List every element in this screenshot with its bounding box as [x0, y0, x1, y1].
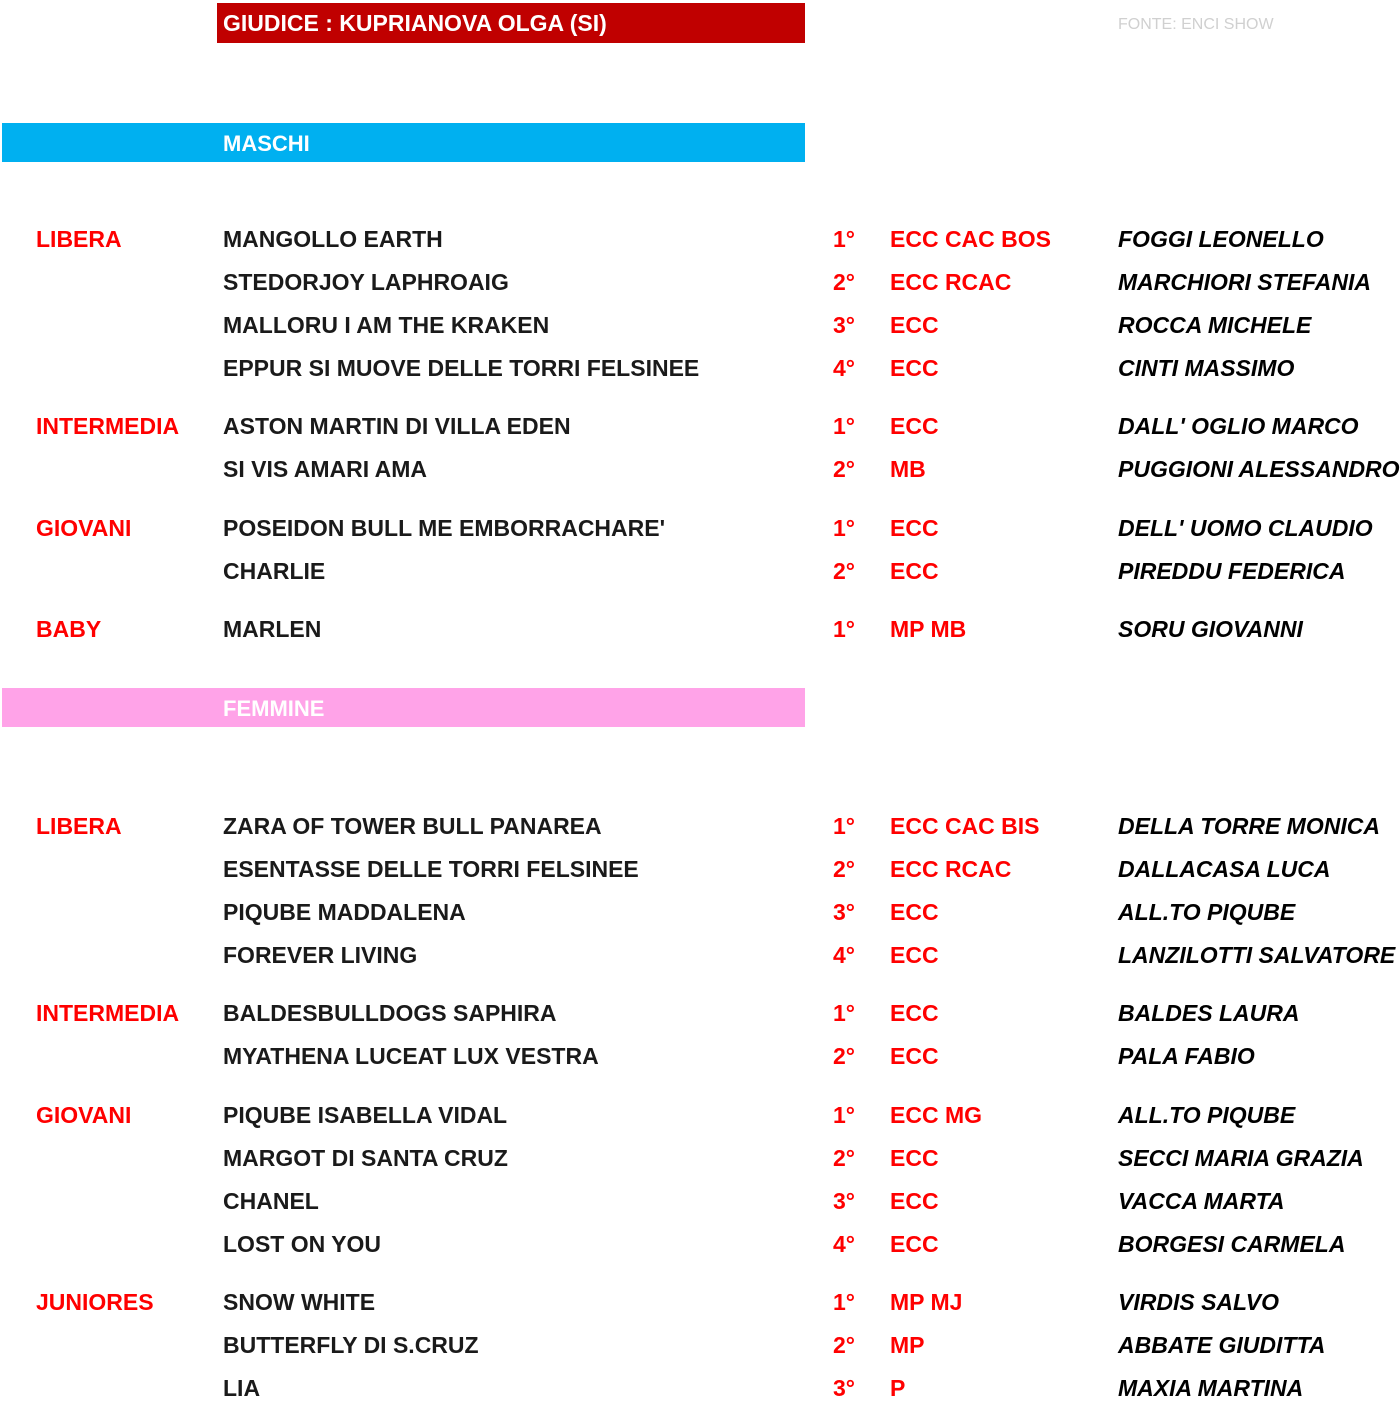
- dog-name: MARGOT DI SANTA CRUZ: [223, 1145, 508, 1171]
- class-label: INTERMEDIA: [36, 1000, 180, 1026]
- owner-name: ALL.TO PIQUBE: [1118, 1102, 1296, 1128]
- qualification: MP MJ: [890, 1289, 963, 1315]
- section-header-femmine: FEMMINE: [2, 688, 805, 727]
- dog-name: LIA: [223, 1375, 261, 1401]
- class-label: LIBERA: [36, 226, 122, 252]
- dog-name: CHARLIE: [223, 558, 326, 584]
- placement: 4°: [833, 1231, 855, 1257]
- placement: 1°: [833, 813, 855, 839]
- dog-name: LOST ON YOU: [223, 1231, 382, 1257]
- owner-name: DELL' UOMO CLAUDIO: [1118, 515, 1373, 541]
- table-row: [0, 1181, 1400, 1221]
- dog-name: CHANEL: [223, 1188, 319, 1214]
- owner-name: SECCI MARIA GRAZIA: [1118, 1145, 1364, 1171]
- placement: 2°: [833, 269, 855, 295]
- placement: 3°: [833, 899, 855, 925]
- table-row: [0, 348, 1400, 388]
- qualification: ECC CAC BIS: [890, 813, 1040, 839]
- placement: 2°: [833, 1332, 855, 1358]
- table-row: [0, 609, 1400, 649]
- class-label: BABY: [36, 616, 102, 642]
- qualification: ECC: [890, 413, 939, 439]
- table-row: [0, 219, 1400, 259]
- owner-name: PIREDDU FEDERICA: [1118, 558, 1346, 584]
- placement: 4°: [833, 942, 855, 968]
- dog-name: ASTON MARTIN DI VILLA EDEN: [223, 413, 571, 439]
- dog-name: ESENTASSE DELLE TORRI FELSINEE: [223, 856, 639, 882]
- dog-name: MYATHENA LUCEAT LUX VESTRA: [223, 1043, 599, 1069]
- qualification: P: [890, 1375, 906, 1401]
- judge-title-bar: GIUDICE : KUPRIANOVA OLGA (SI): [217, 3, 805, 43]
- qualification: ECC: [890, 1145, 939, 1171]
- table-row: [0, 1368, 1400, 1408]
- placement: 1°: [833, 1289, 855, 1315]
- owner-name: FOGGI LEONELLO: [1118, 226, 1324, 252]
- owner-name: ABBATE GIUDITTA: [1118, 1332, 1326, 1358]
- owner-name: BALDES LAURA: [1118, 1000, 1300, 1026]
- dog-name: PIQUBE MADDALENA: [223, 899, 466, 925]
- class-label: GIOVANI: [36, 515, 132, 541]
- qualification: MB: [890, 456, 926, 482]
- dog-name: BALDESBULLDOGS SAPHIRA: [223, 1000, 557, 1026]
- owner-name: DALL' OGLIO MARCO: [1118, 413, 1359, 439]
- class-label: LIBERA: [36, 813, 122, 839]
- owner-name: BORGESI CARMELA: [1118, 1231, 1346, 1257]
- table-row: [0, 406, 1400, 446]
- qualification: ECC RCAC: [890, 856, 1012, 882]
- dog-name: SI VIS AMARI AMA: [223, 456, 428, 482]
- owner-name: VACCA MARTA: [1118, 1188, 1285, 1214]
- owner-name: VIRDIS SALVO: [1118, 1289, 1280, 1315]
- section-header-maschi: MASCHI: [2, 123, 805, 162]
- dog-name: POSEIDON BULL ME EMBORRACHARE': [223, 515, 666, 541]
- owner-name: LANZILOTTI SALVATORE: [1118, 942, 1396, 968]
- dog-name: ZARA OF TOWER BULL PANAREA: [223, 813, 602, 839]
- table-row: [0, 1325, 1400, 1365]
- table-row: [0, 1095, 1400, 1135]
- placement: 2°: [833, 558, 855, 584]
- owner-name: ROCCA MICHELE: [1118, 312, 1312, 338]
- owner-name: SORU GIOVANNI: [1118, 616, 1303, 642]
- dog-name: EPPUR SI MUOVE DELLE TORRI FELSINEE: [223, 355, 700, 381]
- placement: 3°: [833, 1375, 855, 1401]
- owner-name: MAXIA MARTINA: [1118, 1375, 1304, 1401]
- owner-name: ALL.TO PIQUBE: [1118, 899, 1296, 925]
- placement: 4°: [833, 355, 855, 381]
- table-row: [0, 1138, 1400, 1178]
- qualification: ECC: [890, 1231, 939, 1257]
- qualification: ECC: [890, 899, 939, 925]
- qualification: MP MB: [890, 616, 967, 642]
- owner-name: DELLA TORRE MONICA: [1118, 813, 1380, 839]
- placement: 3°: [833, 1188, 855, 1214]
- placement: 1°: [833, 616, 855, 642]
- qualification: ECC: [890, 942, 939, 968]
- placement: 1°: [833, 413, 855, 439]
- qualification: ECC: [890, 1000, 939, 1026]
- table-row: [0, 262, 1400, 302]
- table-row: [0, 1282, 1400, 1322]
- class-label: JUNIORES: [36, 1289, 154, 1315]
- owner-name: PUGGIONI ALESSANDRO: [1118, 456, 1400, 482]
- table-row: [0, 551, 1400, 591]
- class-label: INTERMEDIA: [36, 413, 180, 439]
- dog-name: BUTTERFLY DI S.CRUZ: [223, 1332, 479, 1358]
- table-row: [0, 1036, 1400, 1076]
- table-row: [0, 849, 1400, 889]
- dog-name: FOREVER LIVING: [223, 942, 418, 968]
- placement: 2°: [833, 1145, 855, 1171]
- dog-name: STEDORJOY LAPHROAIG: [223, 269, 509, 295]
- table-row: [0, 1224, 1400, 1264]
- placement: 3°: [833, 312, 855, 338]
- placement: 1°: [833, 515, 855, 541]
- table-row: [0, 935, 1400, 975]
- table-row: [0, 508, 1400, 548]
- class-label: GIOVANI: [36, 1102, 132, 1128]
- qualification: ECC: [890, 1188, 939, 1214]
- table-row: [0, 806, 1400, 846]
- qualification: ECC: [890, 312, 939, 338]
- qualification: ECC: [890, 558, 939, 584]
- placement: 1°: [833, 1000, 855, 1026]
- dog-name: SNOW WHITE: [223, 1289, 376, 1315]
- dog-name: PIQUBE ISABELLA VIDAL: [223, 1102, 508, 1128]
- qualification: ECC CAC BOS: [890, 226, 1052, 252]
- qualification: MP: [890, 1332, 925, 1358]
- dog-name: MARLEN: [223, 616, 322, 642]
- dog-name: MALLORU I AM THE KRAKEN: [223, 312, 550, 338]
- owner-name: DALLACASA LUCA: [1118, 856, 1331, 882]
- placement: 2°: [833, 856, 855, 882]
- qualification: ECC MG: [890, 1102, 982, 1128]
- qualification: ECC: [890, 515, 939, 541]
- owner-name: PALA FABIO: [1118, 1043, 1255, 1069]
- placement: 2°: [833, 456, 855, 482]
- placement: 1°: [833, 1102, 855, 1128]
- table-row: [0, 892, 1400, 932]
- source-label: FONTE: ENCI SHOW: [1118, 16, 1274, 33]
- qualification: ECC: [890, 355, 939, 381]
- table-row: [0, 449, 1400, 489]
- qualification: ECC: [890, 1043, 939, 1069]
- placement: 2°: [833, 1043, 855, 1069]
- placement: 1°: [833, 226, 855, 252]
- owner-name: CINTI MASSIMO: [1118, 355, 1295, 381]
- table-row: [0, 993, 1400, 1033]
- dog-name: MANGOLLO EARTH: [223, 226, 443, 252]
- qualification: ECC RCAC: [890, 269, 1012, 295]
- table-row: [0, 305, 1400, 345]
- owner-name: MARCHIORI STEFANIA: [1118, 269, 1371, 295]
